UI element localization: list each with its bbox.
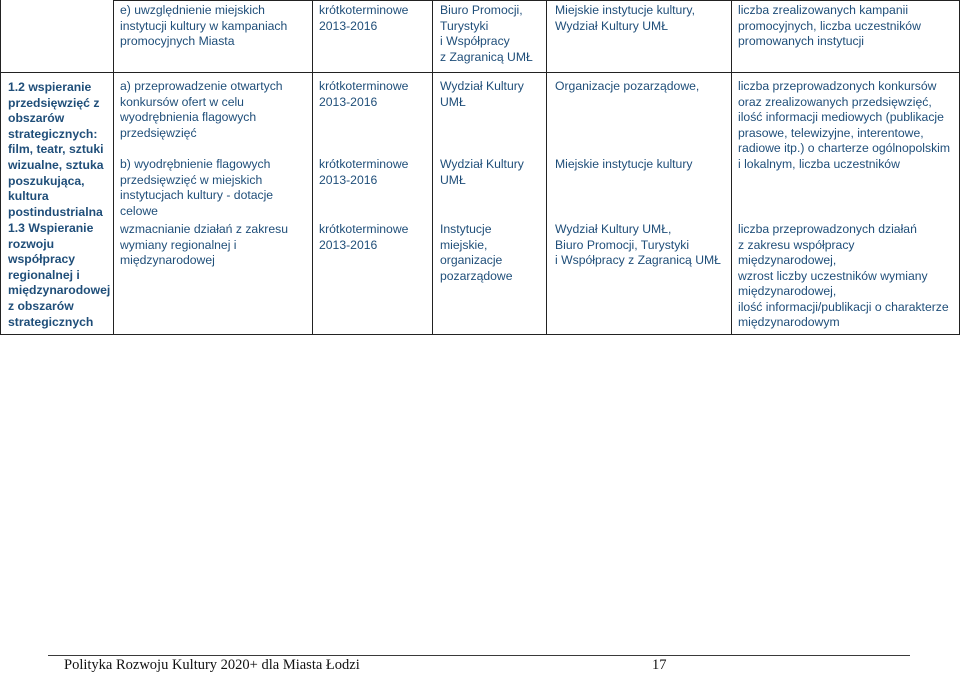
task-c-partners [555, 222, 731, 269]
term-years: 2013-2016 [319, 237, 378, 252]
task-a-term [319, 79, 429, 110]
partners-line: Wydział Kultury UMŁ [555, 18, 668, 33]
task-c-term [319, 222, 429, 253]
table-border [113, 0, 959, 1]
term-years: 2013-2016 [319, 172, 378, 187]
indicators-1-2 [738, 79, 952, 172]
footer-title: Polityka Rozwoju Kultury 2020+ dla Miasta Łodzi [64, 657, 360, 673]
term-years: 2013-2016 [319, 18, 378, 33]
unit-line: z Zagranicą UMŁ [440, 49, 533, 64]
table-border [546, 0, 547, 335]
unit-line: Turystyki [440, 18, 489, 33]
unit-line: pozarządowe [440, 268, 513, 283]
page-number: 17 [652, 657, 667, 673]
partners-line: i Współpracy z Zagranicą UMŁ [555, 253, 721, 267]
unit-line: miejskie, [440, 237, 488, 252]
unit-line: Instytucje [440, 222, 492, 236]
task-c-description [120, 222, 300, 269]
unit-line: Wydział Kultury [440, 157, 524, 171]
term-label: krótkoterminowe [319, 157, 409, 171]
responsible-unit-cell [440, 3, 544, 65]
term-label: krótkoterminowe [319, 79, 409, 93]
footer-divider [48, 655, 910, 656]
unit-line: organizacje [440, 253, 503, 267]
partners-line: Biuro Promocji, Turystyki [555, 237, 690, 252]
term-label: krótkoterminowe [319, 222, 409, 236]
table-border [731, 0, 732, 335]
task-b-description [120, 157, 292, 219]
partners-line: Wydział Kultury UMŁ, [555, 222, 672, 236]
indicators-text: liczba zrealizowanych kampanii promocyjnych, liczba uczestników promowanych instytucji [738, 3, 921, 48]
indicator-line: z zakresu współpracy międzynarodowej, [738, 237, 855, 267]
unit-line: Biuro Promocji, [440, 3, 523, 17]
unit-line: UMŁ [440, 94, 466, 109]
indicator-line: międzynarodowej, [738, 284, 837, 298]
task-c-unit [440, 222, 544, 284]
task-a-unit [440, 79, 544, 110]
indicator-line: ilość informacji/publikacji o charakterze [738, 299, 949, 314]
goal-1-2-text: 1.2 wspieranie przedsięwzięć z obszarów strategicznych: film, teatr, sztuki wizualne, sztuka poszukująca, kultura postindustrialna [8, 80, 104, 219]
task-a-text: a) przeprowadzenie otwartych konkursów ofert w celu wyodrębnienia flagowych przedsięwzięć [120, 79, 283, 140]
table-border [113, 0, 114, 335]
task-a-description [120, 79, 300, 141]
task-b-term [319, 157, 429, 188]
partners-line: Miejskie instytucje kultury [555, 157, 693, 171]
task-a-partners [555, 79, 729, 95]
goal-1-2 [8, 80, 111, 220]
table-border [0, 334, 960, 335]
unit-line: UMŁ [440, 172, 466, 187]
table-border [0, 72, 960, 73]
partners-line: Miejskie instytucje kultury, [555, 3, 695, 17]
partners-cell [555, 3, 729, 34]
indicator-line: wzrost liczby uczestników wymiany [738, 268, 928, 283]
term-label: krótkoterminowe [319, 3, 409, 17]
task-b-partners [555, 157, 729, 173]
term-years: 2013-2016 [319, 94, 378, 109]
task-b-text: b) wyodrębnienie flagowych przedsięwzięć w miejskich instytucjach kultury - dotacje celowe [120, 157, 274, 218]
indicator-line: liczba przeprowadzonych działań [738, 222, 917, 236]
unit-line: Wydział Kultury [440, 79, 524, 93]
task-b-unit [440, 157, 544, 188]
goal-1-3-text: 1.3 Wspieranie rozwoju współpracy regionalnej i międzynarodowej z obszarów strategicznych [8, 221, 111, 329]
goal-1-3 [8, 221, 111, 330]
indicators-1-2-text: liczba przeprowadzonych konkursów oraz zrealizowanych przedsięwzięć, ilość informacji mediowych (publikacje prasowe, telewizyjne, interentowe, radiowe itp.) o charterze ogólnopolskim i lokalnym, liczba uczestników [738, 79, 951, 171]
table-border [432, 0, 433, 335]
task-description-text: e) uwzględnienie miejskich instytucji kultury w kampaniach promocyjnych Miasta [120, 3, 288, 48]
task-description-e [120, 3, 305, 50]
indicators-1-3 [738, 222, 954, 331]
unit-line: i Współpracy [440, 34, 510, 48]
table-border [0, 0, 1, 335]
task-c-text: wzmacnianie działań z zakresu wymiany regionalnej i międzynarodowej [120, 222, 288, 267]
indicator-line: międzynarodowym [738, 315, 840, 329]
partners-line: Organizacje pozarządowe, [555, 79, 700, 93]
term-cell [319, 3, 429, 34]
table-border [312, 0, 313, 335]
indicators-cell [738, 3, 950, 50]
